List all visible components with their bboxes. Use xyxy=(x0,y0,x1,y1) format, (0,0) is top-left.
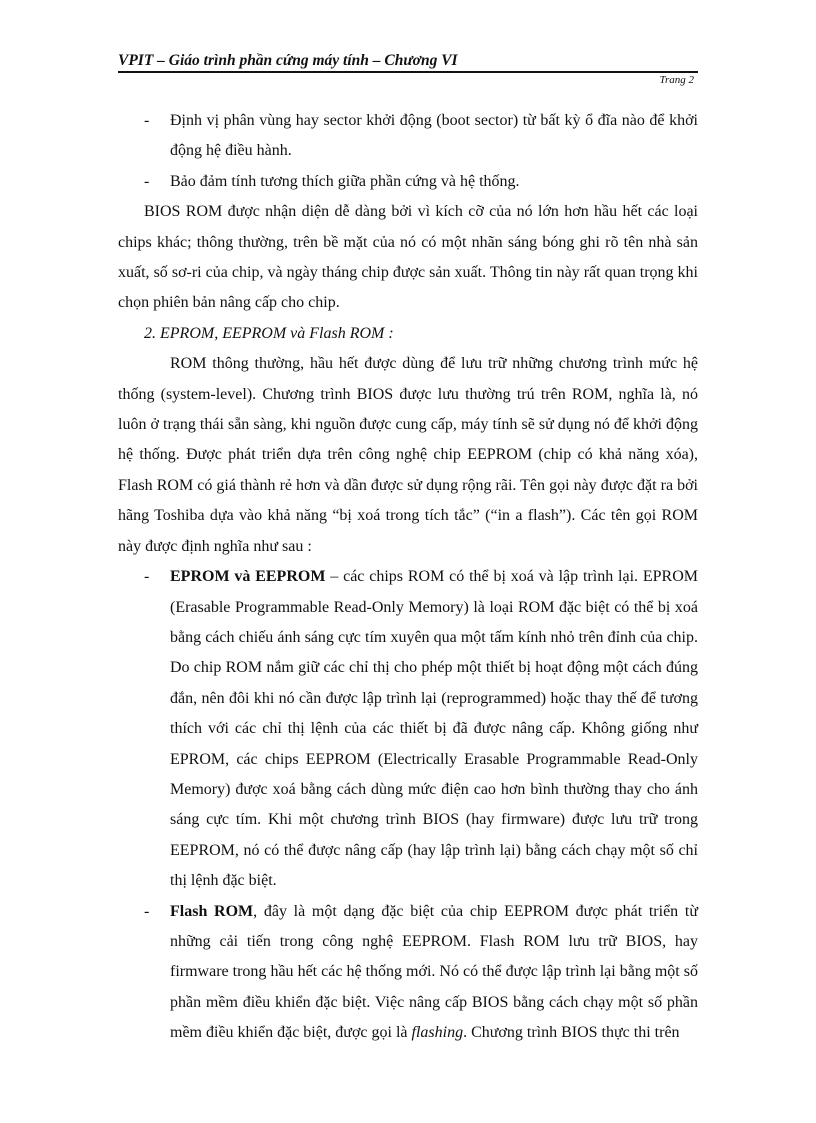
bullet-item-eprom xyxy=(118,562,698,896)
section-heading: 2. EPROM, EEPROM và Flash ROM : xyxy=(144,324,394,342)
eprom-text: – các chips ROM có thể bị xoá và lập trình lại. EPROM (Erasable Programmable Read-Only Memory) là loại ROM đặc biệt có thể bị xoá bằng cách chiếu ánh sáng cực tím xuyên qua một tấm kính nhỏ trên đỉnh của chip. Do chip ROM nắm giữ các chỉ thị cho phép một thiết bị hoạt động một cách đúng đắn, nên đôi khi nó cần được lập trình lại (reprogrammed) hoặc thay thế để tương thích với các chỉ thị lệnh của các thiết bị đã được nâng cấp. Không giống như EPROM, các chips EEPROM (Electrically Erasable Programmable Read-Only Memory) được xoá bằng cách dùng mức điện cao hơn bình thường thay cho ánh sáng cực tím. Khi một chương trình BIOS (hay firmware) được lưu trữ trong EEPROM, nó có thể được nâng cấp (hay lập trình lại) bằng cách chạy một số chỉ thị lệnh đặc biệt. xyxy=(170,568,698,890)
paragraph-rom: ROM thông thường, hầu hết được dùng để lưu trữ những chương trình mức hệ thống (system-level). Chương trình BIOS được lưu thường trú trên ROM, nghĩa là, nó luôn ở trạng thái sẵn sàng, khi nguồn được cung cấp, máy tính sẽ sử dụng nó để khởi động hệ thống. Được phát triển dựa trên công nghệ chip EEPROM (chip có khả năng xóa), Flash ROM có giá thành rẻ hơn và dần được sử dụng rộng rãi. Tên gọi này được đặt ra bởi hãng Toshiba dựa vào khả năng “bị xoá trong tích tắc” (“in a flash”). Các tên gọi ROM này được định nghĩa như sau : xyxy=(118,355,698,555)
bullet-text: Bảo đảm tính tương thích giữa phần cứng và hệ thống. xyxy=(170,172,520,190)
bullet-dash: - xyxy=(144,172,150,190)
bullet-dash: - xyxy=(144,112,150,129)
paragraph-bios: BIOS ROM được nhận diện dễ dàng bởi vì kích cỡ của nó lớn hơn hầu hết các loại chips khác; thông thường, trên bề mặt của nó có một nhãn sáng bóng ghi rõ tên nhà sản xuất, số sơ-ri của chip, và ngày tháng chip được sản xuất. Thông tin này rất quan trọng khi chọn phiên bản nâng cấp cho chip. xyxy=(118,203,698,312)
bullet-item-flash xyxy=(118,897,698,1049)
header-rule xyxy=(118,71,698,73)
flash-text-after: . Chương trình BIOS thực thi trên xyxy=(463,1024,680,1042)
page-content xyxy=(118,106,698,1049)
header-title: VPIT – Giáo trình phần cứng máy tính – Chương VI xyxy=(118,52,458,69)
page-number: Trang 2 xyxy=(659,74,694,86)
flash-text-before: , đây là một dạng đặc biệt của chip EEPROM được phát triển từ những cải tiến trong công nghệ EEPROM. Flash ROM lưu trữ BIOS, hay firmware trong hầu hết các hệ thống mới. Nó có thể được lập trình lại bằng một số phần mềm điều khiển đặc biệt. Việc nâng cấp BIOS bằng cách chạy một số phần mềm điều khiển đặc biệt, được gọi là xyxy=(170,902,698,1042)
term-flash: Flash ROM xyxy=(170,902,254,920)
bullet-text: Định vị phân vùng hay sector khởi động (boot sector) từ bất kỳ ổ đĩa nào để khởi động hệ điều hành. xyxy=(170,112,698,160)
flash-italic-word: flashing xyxy=(411,1024,464,1042)
page-header xyxy=(118,52,698,86)
bullet-dash: - xyxy=(144,902,150,920)
bullet-dash: - xyxy=(144,568,150,586)
bullet-item xyxy=(118,106,698,167)
bullet-item xyxy=(118,167,698,197)
term-eprom: EPROM và EEPROM xyxy=(170,568,326,586)
